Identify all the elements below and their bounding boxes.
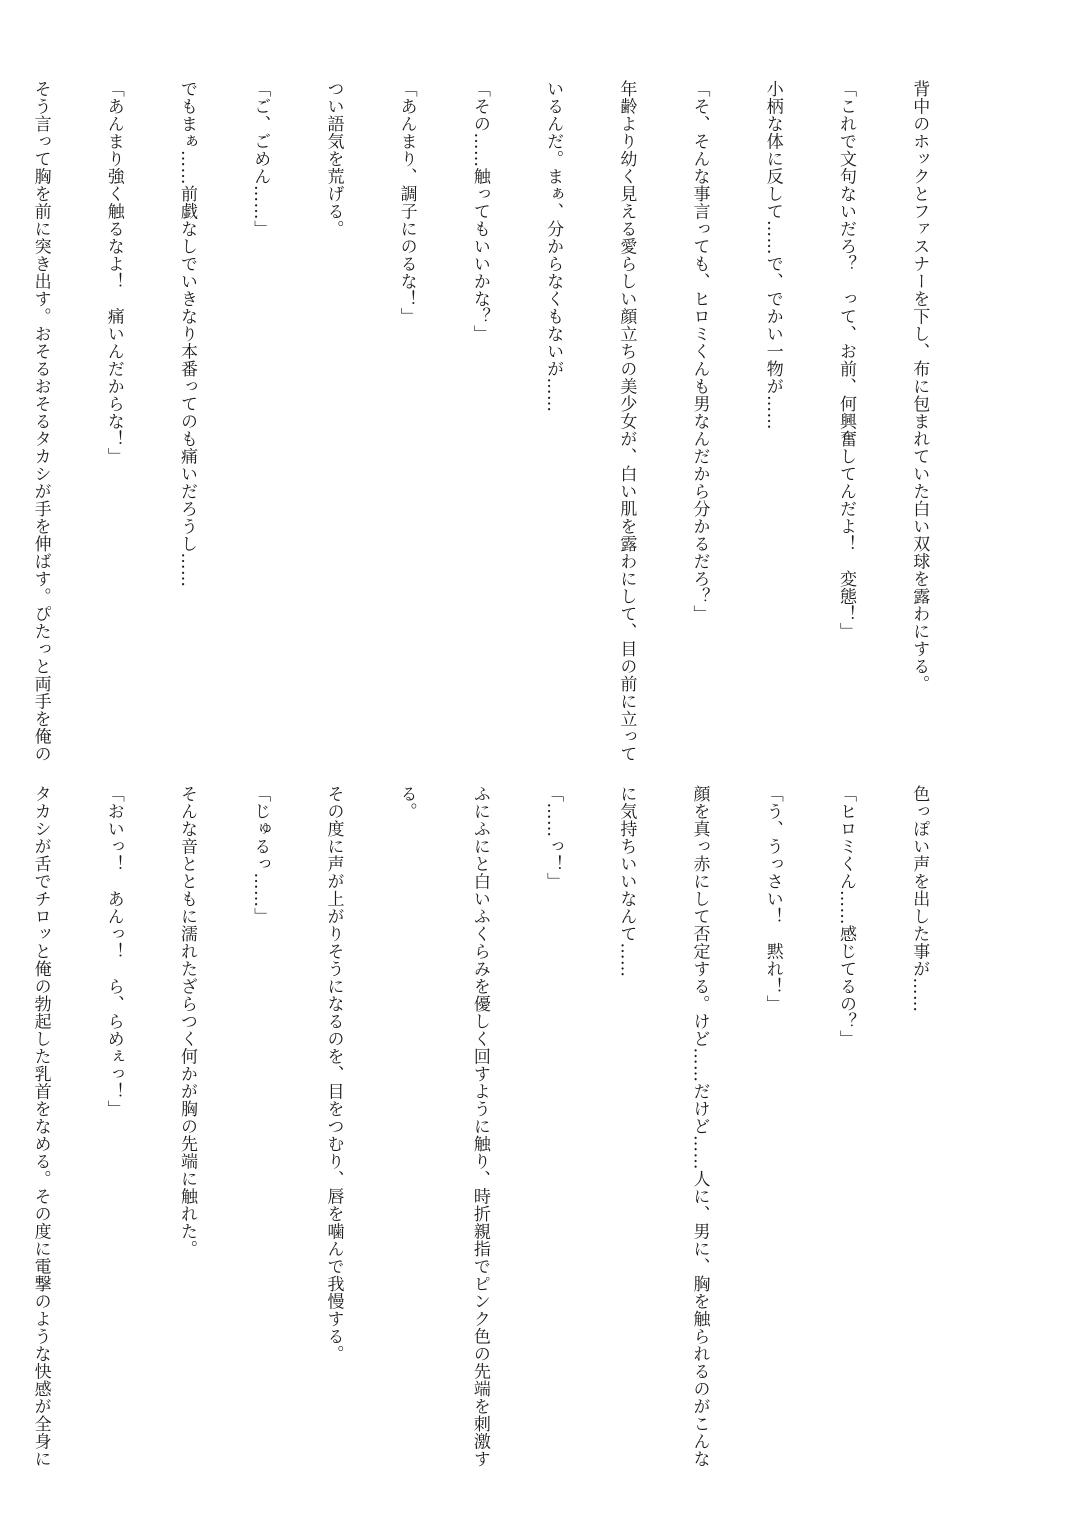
text-line: 「ヒロミくん……感じてるの？」 <box>835 785 856 1048</box>
text-line: 「その……触ってもいいかな？」 <box>469 80 490 343</box>
text-line: に気持ちいいなんて…… <box>616 785 637 978</box>
upper-text-tier <box>30 80 980 763</box>
text-line: 顔を真っ赤にして否定する。けど……だけど……人に、男に、胸を触られるのがこんな <box>689 785 710 1468</box>
text-line: でもまぁ……前戯なしでいきなり本番ってのも痛いだろうし…… <box>177 80 197 588</box>
text-line: 「う、うっさい！ 黙れ！」 <box>762 785 783 1013</box>
text-line: ふにふにと白いふくらみを優しく回すように触り、時折親指でピンク色の先端を刺激す <box>469 785 490 1468</box>
text-line: 小柄な体に反して……で、でかい一物が…… <box>762 80 783 430</box>
text-line: 「じゅるっ……」 <box>250 785 271 925</box>
text-line: いるんだ。まぁ、分からなくもないが…… <box>543 80 564 413</box>
text-line: そう言って胸を前に突き出す。おそるおそるタカシが手を伸ばす。ぴたっと両手を俺の <box>30 80 51 763</box>
text-line: タカシが舌でチロッと俺の勃起した乳首をなめる。その度に電撃のような快感が全身に <box>30 785 51 1468</box>
text-line: その度に声が上がりそうになるのを、目をつむり、唇を噛んで我慢する。 <box>323 785 344 1363</box>
text-line: 色っぽい声を出した事が…… <box>909 785 930 1013</box>
text-line: 年齢より幼く見える愛らしい顔立ちの美少女が、白い肌を露わにして、目の前に立って <box>616 80 637 763</box>
text-line: 背中のホックとファスナーを下し、布に包まれていた白い双球を露わにする。 <box>909 80 930 693</box>
text-line: 「ご、ごめん……」 <box>250 80 271 238</box>
text-line: そんな音とともに濡れたざらつく何かが胸の先端に触れた。 <box>177 785 197 1258</box>
text-line: 「これで文句ないだろ？ って、お前、何興奮してんだよ！ 変態！」 <box>835 80 856 640</box>
text-line: 「あんまり強く触るなよ！ 痛いんだからな！」 <box>103 80 124 465</box>
text-line: る。 <box>396 785 417 820</box>
text-line: 「おいっ！ あんっ！ ら、らめぇっ！」 <box>103 785 124 1118</box>
text-line: 「あんまり、調子にのるな！」 <box>396 80 417 325</box>
text-line: 「そ、そんな事言っても、ヒロミくんも男なんだから分かるだろ？」 <box>689 80 710 623</box>
text-line: つい語気を荒げる。 <box>323 80 344 238</box>
lower-text-tier <box>30 785 980 1468</box>
text-line: 「……っ！」 <box>543 785 564 890</box>
